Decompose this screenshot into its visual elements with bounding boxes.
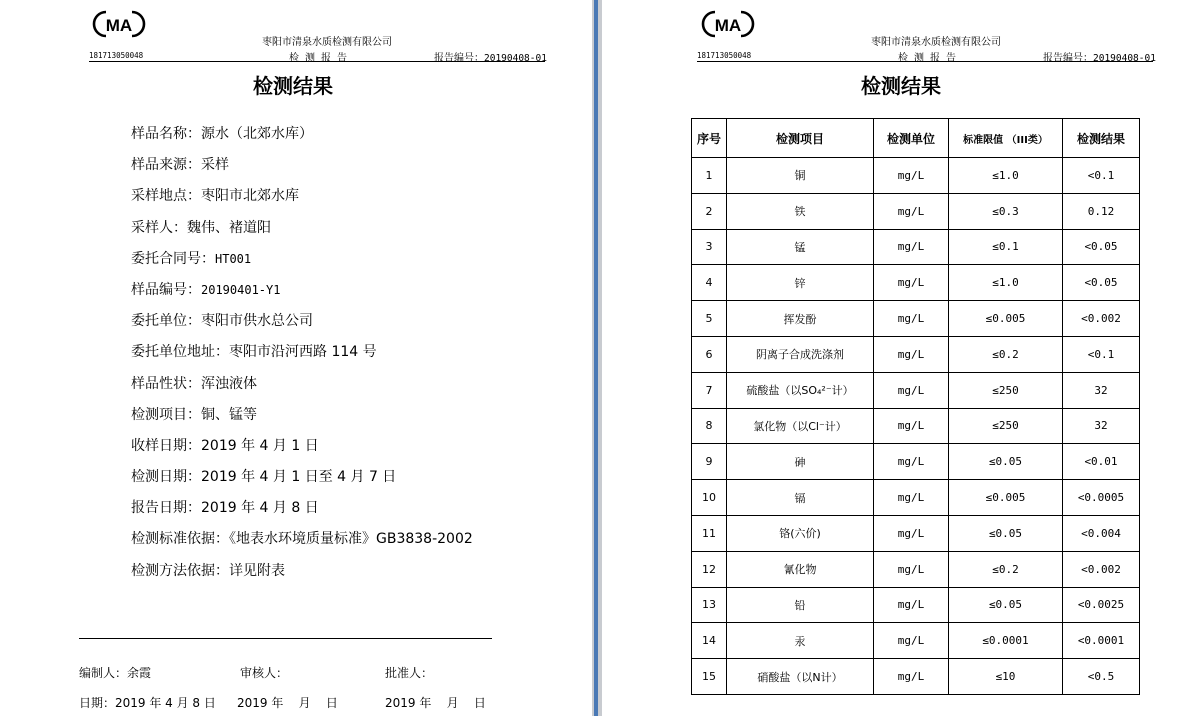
cell-result: 32 <box>1063 372 1140 408</box>
info-row <box>131 467 473 498</box>
cell-limit: ≤1.0 <box>949 265 1063 301</box>
info-row <box>131 249 473 280</box>
info-row <box>131 529 473 560</box>
info-label: 采样人： <box>131 219 187 236</box>
table-row <box>692 193 1140 229</box>
cell-limit: ≤0.1 <box>949 229 1063 265</box>
cell-index: 1 <box>692 158 727 194</box>
cell-result: <0.0025 <box>1063 587 1140 623</box>
table-row <box>692 623 1140 659</box>
cell-index: 11 <box>692 515 727 551</box>
cell-unit: mg/L <box>874 265 949 301</box>
info-value: 魏伟、褚道阳 <box>187 219 271 236</box>
info-label: 检测方法依据： <box>131 562 229 579</box>
info-value: 2019 年 4 月 1 日至 4 月 7 日 <box>201 469 397 486</box>
col-header-result: 检测结果 <box>1063 119 1140 158</box>
cell-limit: ≤0.05 <box>949 444 1063 480</box>
table-row <box>692 265 1140 301</box>
info-value: 详见附表 <box>229 562 285 579</box>
cell-index: 9 <box>692 444 727 480</box>
info-label: 收样日期： <box>131 437 201 454</box>
info-label: 检测标准依据： <box>131 531 229 548</box>
cell-index: 7 <box>692 372 727 408</box>
cell-index: 6 <box>692 336 727 372</box>
report-label: 检测报告 <box>289 53 353 64</box>
info-label: 报告日期： <box>131 500 201 517</box>
cell-result: <0.0005 <box>1063 480 1140 516</box>
table-row <box>692 515 1140 551</box>
info-label: 委托单位地址： <box>131 344 229 361</box>
cell-index: 12 <box>692 551 727 587</box>
cert-number: 181713050048 <box>89 51 144 60</box>
cell-limit: ≤1.0 <box>949 158 1063 194</box>
cell-item: 阴离子合成洗涤剂 <box>727 336 874 372</box>
table-row <box>692 408 1140 444</box>
cell-index: 3 <box>692 229 727 265</box>
info-row <box>131 124 473 155</box>
cma-logo-icon <box>701 8 755 40</box>
cell-limit: ≤0.05 <box>949 515 1063 551</box>
col-header-item: 检测项目 <box>727 119 874 158</box>
results-table <box>691 118 1140 695</box>
cell-unit: mg/L <box>874 623 949 659</box>
reviewer-date: 2019 年 月 日 <box>237 696 338 710</box>
cell-unit: mg/L <box>874 229 949 265</box>
cert-number: 181713050048 <box>697 51 752 60</box>
col-header-limit: 标准限值 （III类） <box>949 119 1063 158</box>
cell-index: 14 <box>692 623 727 659</box>
table-row <box>692 229 1140 265</box>
page-title: 检测结果 <box>253 74 333 98</box>
page-title: 检测结果 <box>861 74 941 98</box>
report-number-label: 报告编号： <box>1043 53 1093 64</box>
editor-date: 日期：2019 年 4 月 8 日 <box>79 696 216 710</box>
cell-index: 8 <box>692 408 727 444</box>
cell-result: 0.12 <box>1063 193 1140 229</box>
cell-index: 2 <box>692 193 727 229</box>
info-value: HT001 <box>215 251 252 266</box>
table-row <box>692 158 1140 194</box>
cell-unit: mg/L <box>874 659 949 695</box>
cell-unit: mg/L <box>874 336 949 372</box>
header-rule <box>89 61 545 62</box>
info-row <box>131 342 473 373</box>
cell-result: <0.5 <box>1063 659 1140 695</box>
table-row <box>692 551 1140 587</box>
cell-item: 砷 <box>727 444 874 480</box>
approver-label: 批准人： <box>385 666 434 680</box>
table-row <box>692 587 1140 623</box>
info-row <box>131 280 473 311</box>
info-label: 样品来源： <box>131 157 201 174</box>
svg-text:MA: MA <box>714 16 742 35</box>
table-row <box>692 336 1140 372</box>
cell-item: 氯化物（以Cl⁻计） <box>727 408 874 444</box>
cell-limit: ≤0.3 <box>949 193 1063 229</box>
cell-item: 铅 <box>727 587 874 623</box>
cell-unit: mg/L <box>874 372 949 408</box>
info-value: 浑浊液体 <box>201 375 257 392</box>
cell-item: 硝酸盐（以N计） <box>727 659 874 695</box>
svg-text:MA: MA <box>105 16 133 35</box>
info-row <box>131 436 473 467</box>
info-label: 样品性状： <box>131 375 201 392</box>
cell-result: <0.1 <box>1063 336 1140 372</box>
sample-info-list <box>131 124 473 592</box>
col-header-unit: 检测单位 <box>874 119 949 158</box>
info-row <box>131 405 473 436</box>
cell-item: 氰化物 <box>727 551 874 587</box>
cell-item: 铜 <box>727 158 874 194</box>
info-label: 检测日期： <box>131 469 201 486</box>
cell-item: 汞 <box>727 623 874 659</box>
info-value: 2019 年 4 月 8 日 <box>201 500 319 517</box>
cell-unit: mg/L <box>874 551 949 587</box>
info-label: 委托合同号： <box>131 250 215 267</box>
company-name: 枣阳市清泉水质检测有限公司 <box>871 37 1001 48</box>
signature-divider <box>79 638 492 639</box>
cell-index: 5 <box>692 301 727 337</box>
cell-result: <0.004 <box>1063 515 1140 551</box>
info-value: 2019 年 4 月 1 日 <box>201 437 319 454</box>
info-row <box>131 218 473 249</box>
page-divider-bar <box>594 0 598 716</box>
report-number-label: 报告编号： <box>434 53 484 64</box>
cell-result: <0.002 <box>1063 301 1140 337</box>
cell-item: 锌 <box>727 265 874 301</box>
report-label: 检测报告 <box>898 53 962 64</box>
report-number-value: 20190408-01 <box>1093 53 1156 64</box>
info-label: 采样地点： <box>131 188 201 205</box>
table-row <box>692 444 1140 480</box>
info-label: 委托单位： <box>131 313 201 330</box>
cell-index: 4 <box>692 265 727 301</box>
info-row <box>131 498 473 529</box>
header-rule <box>697 61 1153 62</box>
page-divider <box>592 0 602 716</box>
table-row <box>692 301 1140 337</box>
cell-result: <0.05 <box>1063 229 1140 265</box>
cell-unit: mg/L <box>874 587 949 623</box>
cell-item: 挥发酚 <box>727 301 874 337</box>
cma-logo-icon <box>92 8 146 40</box>
col-header-index: 序号 <box>692 119 727 158</box>
table-row <box>692 372 1140 408</box>
cell-limit: ≤10 <box>949 659 1063 695</box>
cell-item: 铬(六价) <box>727 515 874 551</box>
info-row <box>131 561 473 592</box>
info-row <box>131 374 473 405</box>
cell-limit: ≤0.0001 <box>949 623 1063 659</box>
table-header-row <box>692 119 1140 158</box>
cell-unit: mg/L <box>874 515 949 551</box>
cell-unit: mg/L <box>874 408 949 444</box>
cell-limit: ≤0.005 <box>949 480 1063 516</box>
cell-index: 10 <box>692 480 727 516</box>
info-value: 枣阳市供水总公司 <box>201 313 313 330</box>
cell-limit: ≤0.005 <box>949 301 1063 337</box>
cell-item: 硫酸盐（以SO₄²⁻计） <box>727 372 874 408</box>
cell-index: 15 <box>692 659 727 695</box>
cell-unit: mg/L <box>874 444 949 480</box>
cell-limit: ≤0.2 <box>949 336 1063 372</box>
cell-item: 铁 <box>727 193 874 229</box>
info-row <box>131 186 473 217</box>
table-row <box>692 659 1140 695</box>
info-value: 铜、锰等 <box>201 406 257 423</box>
cell-result: <0.002 <box>1063 551 1140 587</box>
cell-limit: ≤250 <box>949 372 1063 408</box>
info-label: 样品名称： <box>131 126 201 142</box>
info-row <box>131 155 473 186</box>
cell-result: <0.1 <box>1063 158 1140 194</box>
cell-limit: ≤0.05 <box>949 587 1063 623</box>
cell-result: <0.01 <box>1063 444 1140 480</box>
cell-item: 镉 <box>727 480 874 516</box>
reviewer-label: 审核人： <box>240 666 289 680</box>
table-row <box>692 480 1140 516</box>
approver-date: 2019 年 月 日 <box>385 696 486 710</box>
cell-unit: mg/L <box>874 158 949 194</box>
info-row <box>131 311 473 342</box>
cell-limit: ≤0.2 <box>949 551 1063 587</box>
info-value: 采样 <box>201 157 229 174</box>
info-value: 《地表水环境质量标准》GB3838-2002 <box>229 531 473 548</box>
report-number-value: 20190408-01 <box>484 53 547 64</box>
cell-unit: mg/L <box>874 301 949 337</box>
cell-result: <0.05 <box>1063 265 1140 301</box>
info-value: 枣阳市北郊水库 <box>201 188 299 205</box>
report-page-left <box>0 0 592 716</box>
company-name: 枣阳市清泉水质检测有限公司 <box>262 37 392 48</box>
info-value: 20190401-Y1 <box>201 282 281 297</box>
cell-item: 锰 <box>727 229 874 265</box>
info-value: 源水（北郊水库） <box>201 126 313 142</box>
info-label: 检测项目： <box>131 406 201 423</box>
cell-index: 13 <box>692 587 727 623</box>
info-label: 样品编号： <box>131 281 201 298</box>
editor-label: 编制人：余霞 <box>79 666 152 680</box>
cell-result: 32 <box>1063 408 1140 444</box>
cell-unit: mg/L <box>874 193 949 229</box>
cell-result: <0.0001 <box>1063 623 1140 659</box>
info-value: 枣阳市沿河西路 114 号 <box>229 344 377 361</box>
cell-limit: ≤250 <box>949 408 1063 444</box>
cell-unit: mg/L <box>874 480 949 516</box>
